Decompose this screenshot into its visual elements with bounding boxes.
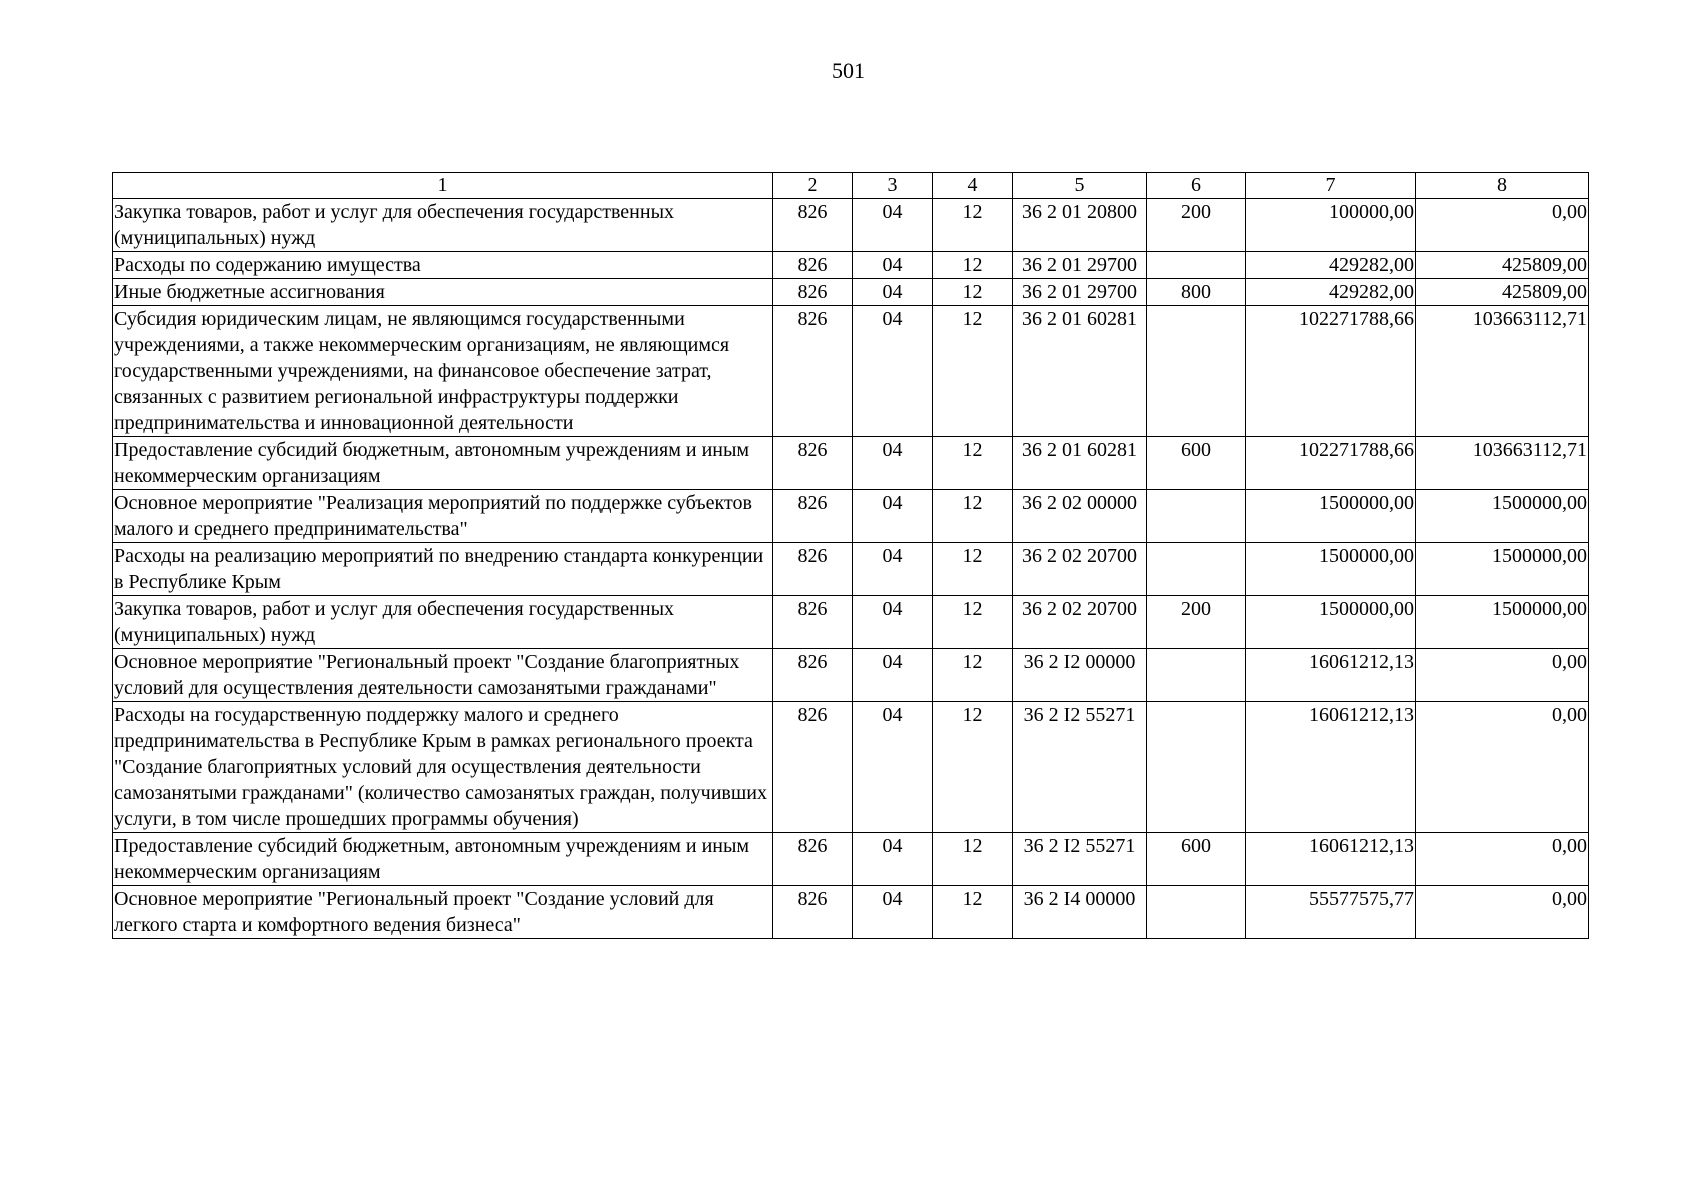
table-row <box>113 886 1589 939</box>
cell-col3: 04 <box>853 596 933 649</box>
cell-col5: 36 2 I2 00000 <box>1013 649 1147 702</box>
cell-col8: 103663112,71 <box>1416 306 1589 437</box>
column-header: 3 <box>853 173 933 199</box>
cell-col3: 04 <box>853 649 933 702</box>
table-row <box>113 437 1589 490</box>
cell-col3: 04 <box>853 833 933 886</box>
table-row <box>113 199 1589 252</box>
cell-col7: 102271788,66 <box>1246 437 1416 490</box>
cell-col4: 12 <box>933 886 1013 939</box>
cell-col3: 04 <box>853 199 933 252</box>
cell-col6 <box>1147 702 1246 833</box>
column-header: 7 <box>1246 173 1416 199</box>
row-name: Закупка товаров, работ и услуг для обеспечения государственных (муниципальных) нужд <box>113 596 773 649</box>
cell-col3: 04 <box>853 886 933 939</box>
page-number: 501 <box>832 58 865 83</box>
cell-col8: 103663112,71 <box>1416 437 1589 490</box>
cell-col7: 16061212,13 <box>1246 649 1416 702</box>
cell-col6: 800 <box>1147 279 1246 306</box>
cell-col6 <box>1147 306 1246 437</box>
cell-col3: 04 <box>853 437 933 490</box>
cell-col6 <box>1147 490 1246 543</box>
cell-col7: 102271788,66 <box>1246 306 1416 437</box>
cell-col6 <box>1147 886 1246 939</box>
cell-col3: 04 <box>853 543 933 596</box>
cell-col7: 1500000,00 <box>1246 490 1416 543</box>
cell-col7: 1500000,00 <box>1246 596 1416 649</box>
row-name: Иные бюджетные ассигнования <box>113 279 773 306</box>
cell-col6: 200 <box>1147 596 1246 649</box>
header-row <box>113 173 1589 199</box>
cell-col4: 12 <box>933 649 1013 702</box>
cell-col2: 826 <box>773 649 853 702</box>
cell-col8: 0,00 <box>1416 886 1589 939</box>
row-name: Основное мероприятие "Региональный проект "Создание условий для легкого старта и комфортного ведения бизнеса" <box>113 886 773 939</box>
cell-col4: 12 <box>933 199 1013 252</box>
column-header: 6 <box>1147 173 1246 199</box>
row-name: Основное мероприятие "Реализация мероприятий по поддержке субъектов малого и среднего предпринимательства" <box>113 490 773 543</box>
cell-col7: 16061212,13 <box>1246 702 1416 833</box>
cell-col8: 0,00 <box>1416 702 1589 833</box>
cell-col2: 826 <box>773 437 853 490</box>
cell-col5: 36 2 02 00000 <box>1013 490 1147 543</box>
cell-col4: 12 <box>933 437 1013 490</box>
table-row <box>113 490 1589 543</box>
cell-col4: 12 <box>933 306 1013 437</box>
cell-col8: 425809,00 <box>1416 252 1589 279</box>
cell-col3: 04 <box>853 279 933 306</box>
column-header: 5 <box>1013 173 1147 199</box>
cell-col2: 826 <box>773 596 853 649</box>
column-header: 1 <box>113 173 773 199</box>
cell-col4: 12 <box>933 702 1013 833</box>
row-name: Предоставление субсидий бюджетным, автономным учреждениям и иным некоммерческим организациям <box>113 833 773 886</box>
row-name: Субсидия юридическим лицам, не являющимся государственными учреждениями, а также некоммерческим организациям, не являющимся государственными учреждениями, на финансовое обеспечение затрат, связанных с развитием региональной инфраструктуры поддержки предпринимательства и инновационной деятельности <box>113 306 773 437</box>
cell-col6 <box>1147 252 1246 279</box>
table-row <box>113 649 1589 702</box>
cell-col5: 36 2 02 20700 <box>1013 596 1147 649</box>
table-row <box>113 702 1589 833</box>
cell-col2: 826 <box>773 279 853 306</box>
cell-col7: 1500000,00 <box>1246 543 1416 596</box>
cell-col8: 1500000,00 <box>1416 543 1589 596</box>
cell-col6: 600 <box>1147 833 1246 886</box>
cell-col8: 0,00 <box>1416 199 1589 252</box>
cell-col4: 12 <box>933 490 1013 543</box>
cell-col2: 826 <box>773 543 853 596</box>
row-name: Основное мероприятие "Региональный проект "Создание благоприятных условий для осуществления деятельности самозанятыми гражданами" <box>113 649 773 702</box>
cell-col4: 12 <box>933 833 1013 886</box>
cell-col2: 826 <box>773 490 853 543</box>
row-name: Расходы по содержанию имущества <box>113 252 773 279</box>
cell-col5: 36 2 01 29700 <box>1013 252 1147 279</box>
table-row <box>113 306 1589 437</box>
cell-col3: 04 <box>853 306 933 437</box>
cell-col5: 36 2 I4 00000 <box>1013 886 1147 939</box>
cell-col2: 826 <box>773 306 853 437</box>
budget-table <box>112 172 1589 939</box>
table-row <box>113 252 1589 279</box>
cell-col5: 36 2 02 20700 <box>1013 543 1147 596</box>
table-row <box>113 543 1589 596</box>
column-header: 4 <box>933 173 1013 199</box>
cell-col3: 04 <box>853 702 933 833</box>
column-header: 2 <box>773 173 853 199</box>
cell-col7: 100000,00 <box>1246 199 1416 252</box>
cell-col4: 12 <box>933 279 1013 306</box>
cell-col8: 0,00 <box>1416 649 1589 702</box>
row-name: Расходы на государственную поддержку малого и среднего предпринимательства в Республике Крым в рамках регионального проекта "Создание благоприятных условий для осуществления деятельности самозанятыми гражданами" (количество самозанятых граждан, получивших услуги, в том числе прошедших программы обучения) <box>113 702 773 833</box>
cell-col7: 429282,00 <box>1246 279 1416 306</box>
column-header: 8 <box>1416 173 1589 199</box>
cell-col3: 04 <box>853 490 933 543</box>
cell-col5: 36 2 01 20800 <box>1013 199 1147 252</box>
cell-col2: 826 <box>773 702 853 833</box>
cell-col5: 36 2 01 60281 <box>1013 306 1147 437</box>
cell-col7: 55577575,77 <box>1246 886 1416 939</box>
cell-col4: 12 <box>933 252 1013 279</box>
table-row <box>113 279 1589 306</box>
cell-col2: 826 <box>773 199 853 252</box>
cell-col5: 36 2 01 29700 <box>1013 279 1147 306</box>
cell-col5: 36 2 I2 55271 <box>1013 702 1147 833</box>
cell-col2: 826 <box>773 252 853 279</box>
table-row <box>113 596 1589 649</box>
cell-col8: 425809,00 <box>1416 279 1589 306</box>
cell-col8: 1500000,00 <box>1416 596 1589 649</box>
cell-col2: 826 <box>773 886 853 939</box>
cell-col6: 200 <box>1147 199 1246 252</box>
cell-col6 <box>1147 543 1246 596</box>
cell-col2: 826 <box>773 833 853 886</box>
cell-col6 <box>1147 649 1246 702</box>
table-row <box>113 833 1589 886</box>
cell-col7: 16061212,13 <box>1246 833 1416 886</box>
cell-col4: 12 <box>933 596 1013 649</box>
row-name: Предоставление субсидий бюджетным, автономным учреждениям и иным некоммерческим организациям <box>113 437 773 490</box>
cell-col4: 12 <box>933 543 1013 596</box>
cell-col5: 36 2 01 60281 <box>1013 437 1147 490</box>
cell-col7: 429282,00 <box>1246 252 1416 279</box>
row-name: Закупка товаров, работ и услуг для обеспечения государственных (муниципальных) нужд <box>113 199 773 252</box>
cell-col6: 600 <box>1147 437 1246 490</box>
cell-col8: 0,00 <box>1416 833 1589 886</box>
cell-col8: 1500000,00 <box>1416 490 1589 543</box>
cell-col3: 04 <box>853 252 933 279</box>
row-name: Расходы на реализацию мероприятий по внедрению стандарта конкуренции в Республике Крым <box>113 543 773 596</box>
cell-col5: 36 2 I2 55271 <box>1013 833 1147 886</box>
